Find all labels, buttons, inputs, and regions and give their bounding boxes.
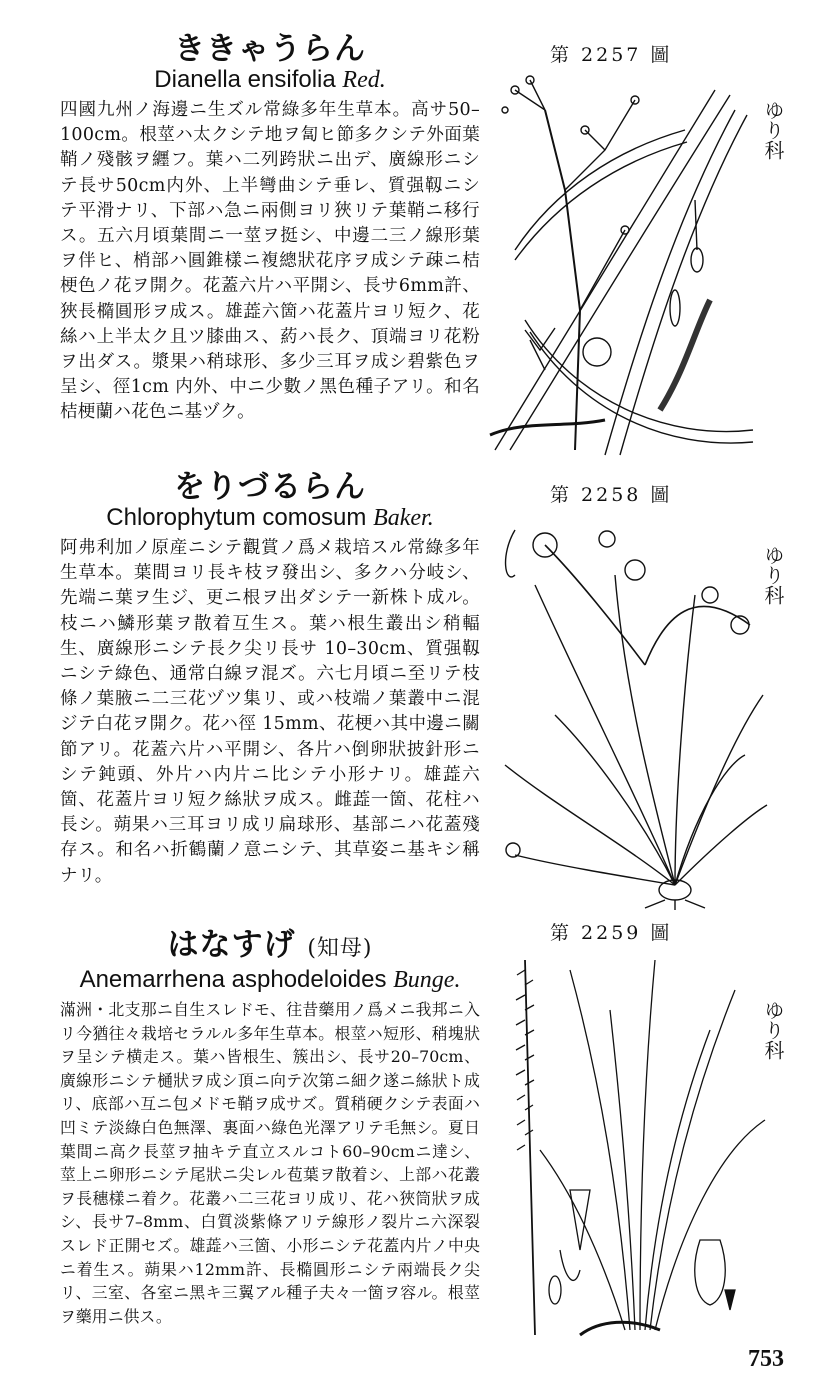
scientific-name: Chlorophytum comosum Baker.	[106, 504, 434, 531]
anemarrhena-illustration	[480, 950, 770, 1345]
author-abbreviation: Red.	[342, 67, 386, 93]
entry-chlorophytum	[60, 470, 480, 889]
figure-label: 第 2258 圖	[550, 484, 673, 506]
dianella-illustration	[485, 70, 755, 460]
author-abbreviation: Baker.	[373, 505, 434, 531]
family-label: ゆり科	[761, 1000, 785, 1060]
description-text: 滿洲・北支那ニ自生スレドモ、往昔藥用ノ爲メニ我邦ニ入リ今猶往々栽培セラルル多年生草本。根莖ハ短形、稍塊狀ヲ呈シテ横走ス。葉ハ皆根生、簇出シ、長サ20–70cm、廣線形ニシテ樋狀ヲ成シ頂ニ向テ次第ニ細ク遂ニ絲狀ト成リ、底部ハ互ニ包メドモ鞘ヲ成サズ。質稍硬クシテ表面ハ凹ミテ淡綠白色無澤、裏面ハ綠色光澤アリテ毛無シ。夏日葉間ニ高ク長莖ヲ抽キテ直立スルコト60–90cmニ達シ、莖上ニ卵形ニシテ尾狀ニ尖レル苞葉ヲ散着シ、上部ハ花叢ヲ長穗樣ニ着ク。花叢ハ二三花ヨリ成リ、花ハ狹筒狀ヲ成シ、長サ7–8mm、白質淡紫條アリテ線形ノ裂片ニ六深裂スレド正開セズ。雄蕋ハ三箇、小形ニシテ花蓋内片ノ中央ニ着生ス。蒴果ハ12mm許、長橢圓形ニシテ兩端長ク尖リ、三室、各室ニ黑キ三翼アル種子夫々一箇ヲ容ル。根莖ヲ藥用ニ供ス。	[60, 1000, 480, 1326]
chlorophytum-illustration	[495, 515, 770, 910]
description-text: 阿弗利加ノ原産ニシテ觀賞ノ爲メ栽培スル常綠多年生草本。葉間ヨリ長キ枝ヲ發出シ、多クハ分岐シ、先端ニ葉ヲ生ジ、更ニ根ヲ出ダシテ一新株ト成ル。枝ニハ鱗形葉ヲ散着互生ス。葉ハ根生叢出シ稍輻生、廣線形ニシテ長ク尖リ長サ 10–30cm、質强靱ニシテ綠色、通常白線ヲ混ズ。六七月頃ニ至リテ枝條ノ葉腋ニ二三花ヅツ集リ、或ハ枝端ノ葉叢中ニ混ジテ白花ヲ開ク。花ハ徑 15mm、花梗ハ其中邊ニ關節アリ。花蓋六片ハ平開シ、各片ハ倒卵狀披針形ニシテ鈍頭、外片ハ内片ニ比シテ小形ナリ。雄蕋六箇、花蓋片ヨリ短ク絲狀ヲ成ス。雌蕋一箇、花柱ハ長シ。蒴果ハ三耳ヨリ成リ扁球形、基部ニハ花蓋殘存ス。和名ハ折鶴蘭ノ意ニシテ、其草姿ニ基キシ稱ナリ。	[60, 538, 480, 886]
family-label: ゆり科	[761, 100, 785, 160]
figure-label: 第 2257 圖	[550, 44, 673, 66]
japanese-name: ききゃうらん	[174, 31, 366, 67]
description-text: 四國九州ノ海邊ニ生ズル常綠多年生草本。高サ50–100cm。根莖ハ太クシテ地ヲ匐ヒ節多クシテ外面葉鞘ノ殘骸ヲ纒フ。葉ハ二列跨狀ニ出デ、廣線形ニシテ長サ50cm内外、上半彎曲シテ垂レ、質强靱ニシテ平滑ナリ、下部ハ急ニ兩側ヨリ狹リテ葉鞘ニ移行ス。五六月頃葉間ニ一莖ヲ挺シ、中邊二三ノ線形葉ヲ伴ヒ、梢部ハ圓錐樣ニ複總狀花序ヲ成シテ疎ニ桔梗色ノ花ヲ開ク。花蓋六片ハ平開シ、長サ6mm許、狹長橢圓形ヲ成ス。雄蕋六箇ハ花蓋片ヨリ短ク、花絲ハ上半太ク且ツ膝曲ス、葯ハ長ク、頂端ヨリ花粉ヲ出ダス。漿果ハ稍球形、多少三耳ヲ成シ碧紫色ヲ呈シ、徑1cm 内外、中ニ少數ノ黑色種子アリ。和名 桔梗蘭ハ花色ニ基ヅク。	[60, 100, 480, 423]
family-label: ゆり科	[761, 545, 785, 605]
entry-anemarrhena	[60, 928, 480, 1328]
scientific-name: Anemarrhena asphodeloides Bunge.	[79, 966, 461, 993]
scientific-name: Dianella ensifolia Red.	[154, 66, 386, 93]
kanji-name: (知母)	[307, 936, 373, 961]
entry-dianella	[60, 32, 480, 426]
author-abbreviation: Bunge.	[393, 967, 461, 993]
japanese-name: をりづるらん	[174, 469, 366, 505]
figure-label: 第 2259 圖	[550, 922, 673, 944]
page-number: 753	[748, 1346, 784, 1372]
japanese-name: はなすげ (知母)	[167, 927, 373, 963]
